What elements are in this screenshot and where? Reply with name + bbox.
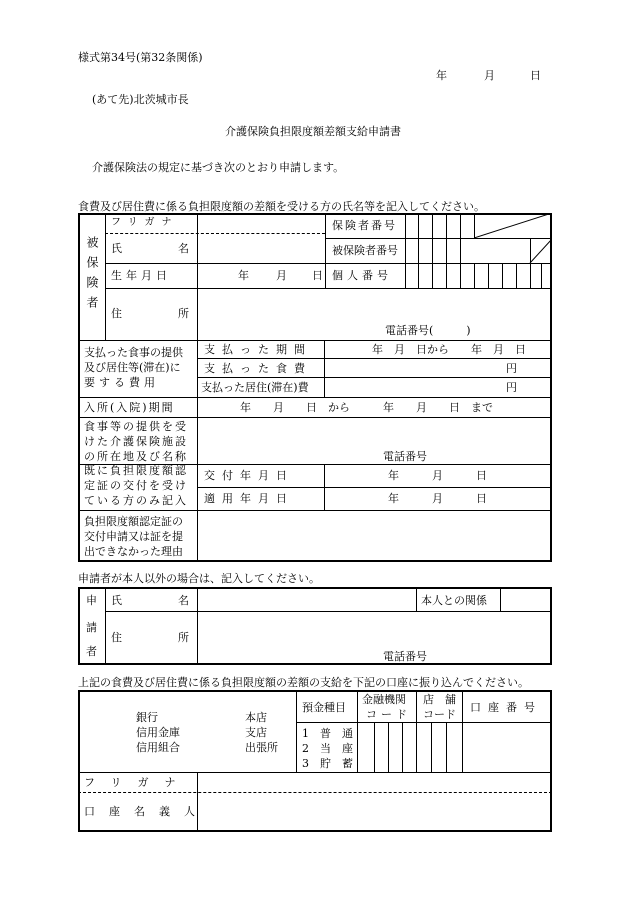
housing-cost-label: 支払った居住(滞在)費 <box>201 381 309 394</box>
address-label: 住所 <box>111 307 245 320</box>
birthdate-label: 生年月日 <box>111 269 171 282</box>
food-yen: 円 <box>506 362 517 375</box>
cert-label-1: 既に負担限度額認 <box>84 464 188 477</box>
birth-month-label: 月 <box>276 269 287 282</box>
deposit-type-label: 預金種目 <box>302 701 346 714</box>
apply-date-value: 年 月 日 <box>388 492 487 505</box>
phone-label: 電話番号( ) <box>385 324 471 337</box>
name-label: 氏名 <box>111 242 245 255</box>
admission-value: 年 月 日 から 年 月 日 まで <box>240 401 493 414</box>
branch-type-branch: 支店 <box>245 726 267 739</box>
addressee: (あて先)北茨城市長 <box>92 93 189 106</box>
account-number-label: 口座番号 <box>470 701 542 714</box>
deposit-option-3: 3 貯 蓄 <box>302 757 353 770</box>
deposit-option-1: 1 普 通 <box>302 727 353 740</box>
cert-label-2: 定証の交付を受け <box>84 479 188 492</box>
applicant-label-2: 請 <box>86 621 97 634</box>
bank-code-label-2: コード <box>366 708 411 721</box>
apply-date-label: 適用年月日 <box>204 492 294 505</box>
deposit-option-2: 2 当 座 <box>302 742 353 755</box>
date-day-label: 日 <box>530 69 541 82</box>
cost-label-1: 支払った食事の提供 <box>84 346 183 359</box>
applicant-name-label: 氏名 <box>111 594 245 607</box>
applicant-label-1: 申 <box>86 594 97 607</box>
applicant-address-label: 住所 <box>111 631 245 644</box>
cost-label-3: 要する費用 <box>84 376 159 389</box>
cost-label-2: 及び居住等(滞在)に <box>84 361 181 374</box>
date-year-label: 年 <box>436 69 447 82</box>
facility-phone-label: 電話番号 <box>383 450 427 463</box>
section4-note: 上記の食費及び居住費に係る負担限度額の差額の支給を下記の口座に振り込んでください。 <box>78 676 529 689</box>
facility-label-3: の所在地及び名称 <box>84 450 188 463</box>
applicant-label-3: 者 <box>86 645 97 658</box>
relation-label: 本人との関係 <box>421 594 487 607</box>
reason-label-1: 負担限度額認定証の <box>84 515 183 528</box>
cert-label-3: ている方のみ記入 <box>84 494 188 507</box>
facility-label-1: 食事等の提供を受 <box>84 420 188 433</box>
branch-code-label-1: 店 舗 <box>423 693 456 706</box>
slash-marks <box>474 213 552 263</box>
section3-note: 申請者が本人以外の場合は、記入してください。 <box>78 572 320 585</box>
reason-label-3: 出できなかった理由 <box>84 545 183 558</box>
birth-year-label: 年 <box>238 269 249 282</box>
facility-label-2: けた介護保険施設 <box>84 435 188 448</box>
food-cost-label: 支払った食費 <box>204 362 312 375</box>
issue-date-label: 交付年月日 <box>204 469 294 482</box>
bank-type-shinkin: 信用金庫 <box>136 726 180 739</box>
bank-furigana-label: フリガナ <box>84 776 192 789</box>
intro-text: 介護保険法の規定に基づき次のとおり申請します。 <box>92 161 345 174</box>
insurer-number-label: 保険者番号 <box>332 219 397 232</box>
personal-number-label: 個人番号 <box>332 269 392 282</box>
period-label: 支払った期間 <box>204 343 312 356</box>
bank-type-bank: 銀行 <box>136 711 158 724</box>
branch-type-head: 本店 <box>245 711 267 724</box>
reason-label-2: 交付申請又は証を提 <box>84 530 183 543</box>
admission-label: 入所(入院)期間 <box>84 401 175 414</box>
issue-date-value: 年 月 日 <box>388 469 487 482</box>
insured-number-label: 被保険者番号 <box>332 244 398 257</box>
branch-code-label-2: コード <box>423 708 456 721</box>
bank-code-label-1: 金融機関 <box>362 693 406 706</box>
bank-type-kumiai: 信用組合 <box>136 741 180 754</box>
document-title: 介護保険負担限度額差額支給申請書 <box>225 125 401 138</box>
date-month-label: 月 <box>484 69 495 82</box>
branch-type-office: 出張所 <box>245 741 278 754</box>
insured-label: 被保険者 <box>85 236 99 316</box>
applicant-phone-label: 電話番号 <box>383 650 427 663</box>
account-holder-label: 口座名義人 <box>84 805 209 818</box>
form-number: 様式第34号(第32条関係) <box>78 51 203 64</box>
furigana-label: フリガナ <box>111 217 179 228</box>
housing-yen: 円 <box>506 381 517 394</box>
period-value: 年 月 日から 年 月 日 <box>372 343 526 356</box>
section1-note: 食費及び居住費に係る負担限度額の差額を受ける方の氏名等を記入してください。 <box>78 200 485 213</box>
birth-day-label: 日 <box>312 269 323 282</box>
